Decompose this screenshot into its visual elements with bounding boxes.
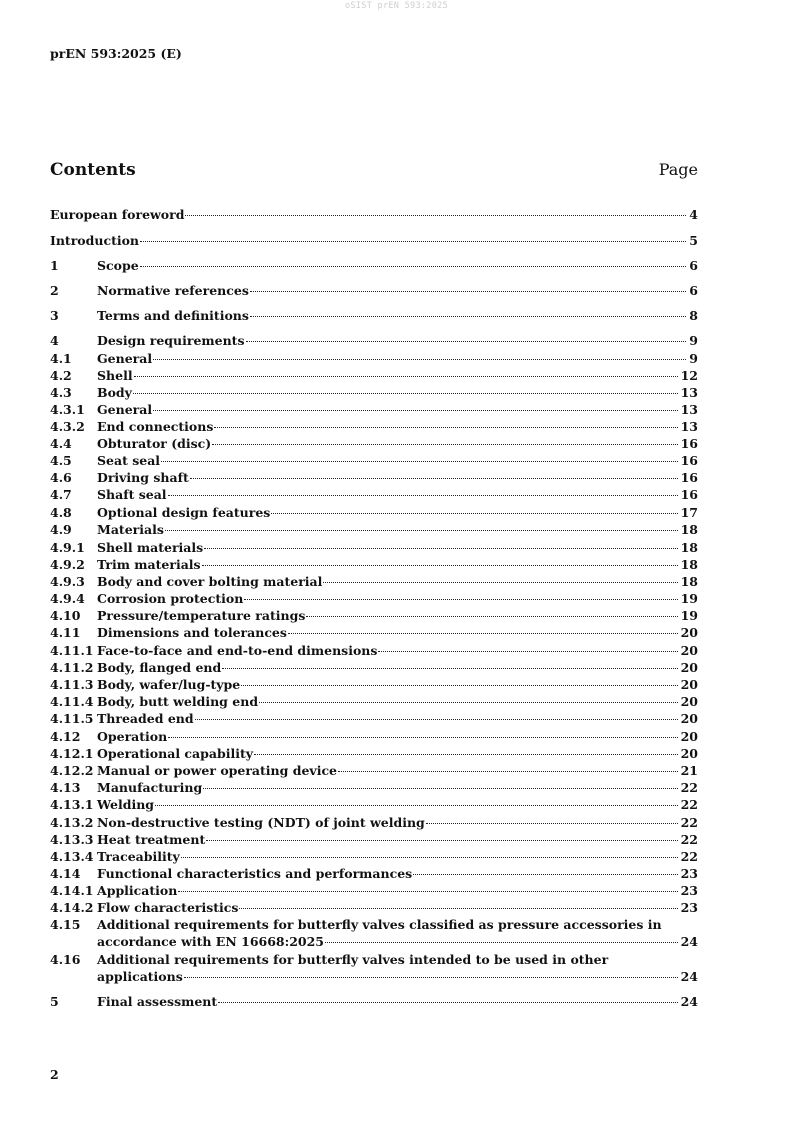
toc-page: 23: [680, 866, 698, 881]
toc-entry[interactable]: [50, 232, 698, 249]
toc-entry[interactable]: [50, 435, 698, 452]
toc-page: 23: [680, 883, 698, 898]
dot-leader: [134, 375, 678, 377]
toc-title: Shell materials: [97, 540, 204, 555]
toc-title: Shaft seal: [97, 487, 167, 502]
dot-leader: [185, 214, 686, 216]
toc-page: 20: [680, 643, 698, 658]
dot-leader: [204, 547, 677, 549]
toc-number: 4.6: [50, 470, 72, 485]
toc-page: 19: [680, 591, 698, 606]
toc-entry[interactable]: [50, 848, 698, 865]
toc-number: 1: [50, 258, 59, 273]
toc-title: Welding: [97, 797, 155, 812]
toc-title: Final assessment: [97, 994, 218, 1009]
contents-title: Contents: [50, 160, 136, 180]
toc-entry[interactable]: [50, 796, 698, 813]
dot-leader: [153, 409, 677, 411]
toc-page: 18: [680, 540, 698, 555]
toc-entry[interactable]: [50, 865, 698, 882]
dot-leader: [203, 787, 677, 789]
toc-title: Body: [97, 385, 132, 400]
toc-page: 16: [680, 453, 698, 468]
toc-title: End connections: [97, 419, 214, 434]
toc-page: 24: [680, 994, 698, 1009]
toc-entry[interactable]: [50, 332, 698, 349]
dot-leader: [168, 494, 678, 496]
toc-title: Additional requirements for butterfly valves classified as pressure accessories in: [97, 917, 662, 932]
toc-entry[interactable]: [50, 993, 698, 1010]
toc-title: Body, butt welding end: [97, 694, 259, 709]
toc-number: 4.8: [50, 505, 72, 520]
toc-entry[interactable]: [50, 916, 698, 950]
toc-number: 4.2: [50, 368, 72, 383]
dot-leader: [212, 443, 677, 445]
toc-number: 4.14.1: [50, 883, 94, 898]
toc-entry[interactable]: [50, 899, 698, 916]
toc-page: 9: [689, 333, 698, 348]
toc-title: European foreword: [50, 207, 185, 222]
toc-number: 4.9: [50, 522, 72, 537]
toc-page: 5: [689, 233, 698, 248]
toc-page: 20: [680, 625, 698, 640]
toc-page: 20: [680, 677, 698, 692]
dot-leader: [426, 822, 678, 824]
toc-number: 4.3.2: [50, 419, 85, 434]
toc-entry[interactable]: [50, 693, 698, 710]
toc-entry[interactable]: [50, 307, 698, 324]
toc-title: Body, flanged end: [97, 660, 222, 675]
toc-page: 23: [680, 900, 698, 915]
toc-page: 20: [680, 729, 698, 744]
toc-entry[interactable]: [50, 350, 698, 367]
toc-page: 13: [680, 419, 698, 434]
toc-title: Body and cover bolting material: [97, 574, 323, 589]
dot-leader: [190, 477, 678, 479]
toc-page: 18: [680, 522, 698, 537]
toc-number: 4.10: [50, 608, 81, 623]
toc-title: Introduction: [50, 233, 140, 248]
dot-leader: [323, 581, 677, 583]
dot-leader: [239, 907, 677, 909]
toc-title: Corrosion protection: [97, 591, 244, 606]
dot-leader: [184, 976, 678, 978]
toc-entry[interactable]: [50, 607, 698, 624]
toc-title: Threaded end: [97, 711, 194, 726]
toc-title: Manufacturing: [97, 780, 203, 795]
toc-entry[interactable]: [50, 401, 698, 418]
toc-page: 21: [680, 763, 698, 778]
toc-title: Non-destructive testing (NDT) of joint welding: [97, 815, 425, 830]
toc-page: 22: [680, 832, 698, 847]
dot-leader: [288, 632, 678, 634]
dot-leader: [161, 460, 678, 462]
toc-page: 24: [680, 934, 698, 949]
toc-page: 13: [680, 402, 698, 417]
dot-leader: [133, 392, 678, 394]
toc-number: 4.15: [50, 917, 81, 932]
toc-entry[interactable]: [50, 728, 698, 745]
toc-number: 4.13.4: [50, 849, 94, 864]
toc-number: 4.9.2: [50, 557, 85, 572]
toc-entry[interactable]: [50, 452, 698, 469]
toc-entry[interactable]: [50, 521, 698, 538]
toc-number: 4.12.1: [50, 746, 94, 761]
dot-leader: [244, 598, 677, 600]
dot-leader: [250, 290, 686, 292]
toc-page: 20: [680, 694, 698, 709]
toc-number: 4.9.1: [50, 540, 85, 555]
dot-leader: [195, 718, 678, 720]
toc-page: 20: [680, 711, 698, 726]
dot-leader: [214, 426, 677, 428]
toc-title: General: [97, 351, 153, 366]
toc-number: 4.9.4: [50, 591, 85, 606]
toc-title: Pressure/temperature ratings: [97, 608, 306, 623]
toc-page: 20: [680, 660, 698, 675]
toc-page: 16: [680, 436, 698, 451]
dot-leader: [306, 615, 677, 617]
toc-title: Application: [97, 883, 178, 898]
toc-entry[interactable]: [50, 282, 698, 299]
dot-leader: [168, 736, 677, 738]
toc-number: 3: [50, 308, 59, 323]
toc-title: Normative references: [97, 283, 249, 298]
toc-entry[interactable]: [50, 659, 698, 676]
toc-title: Traceability: [97, 849, 180, 864]
toc-title: Shell: [97, 368, 133, 383]
dot-leader: [155, 804, 678, 806]
dot-leader: [202, 564, 678, 566]
toc-entry[interactable]: [50, 590, 698, 607]
dot-leader: [222, 667, 677, 669]
toc-number: 4.11.4: [50, 694, 94, 709]
toc-entry[interactable]: [50, 418, 698, 435]
dot-leader: [325, 941, 678, 943]
toc-number: 4.11.5: [50, 711, 94, 726]
dot-leader: [378, 650, 677, 652]
toc-title: General: [97, 402, 153, 417]
toc-number: 2: [50, 283, 59, 298]
toc-entry[interactable]: [50, 642, 698, 659]
toc-page: 22: [680, 849, 698, 864]
dot-leader: [271, 512, 677, 514]
dot-leader: [259, 701, 678, 703]
toc-number: 4: [50, 333, 59, 348]
toc-page: 9: [689, 351, 698, 366]
toc-number: 4.3.1: [50, 402, 85, 417]
toc-number: 4.13.2: [50, 815, 94, 830]
toc-page: 20: [680, 746, 698, 761]
toc-title: Design requirements: [97, 333, 245, 348]
toc-number: 4.14: [50, 866, 81, 881]
toc-entry[interactable]: [50, 831, 698, 848]
toc-title: Obturator (disc): [97, 436, 212, 451]
toc-page: 6: [689, 258, 698, 273]
toc-entry[interactable]: [50, 469, 698, 486]
dot-leader: [140, 240, 686, 242]
toc-title: Face-to-face and end-to-end dimensions: [97, 643, 378, 658]
toc-entry[interactable]: [50, 710, 698, 727]
toc-number: 4.13: [50, 780, 81, 795]
toc-entry[interactable]: [50, 539, 698, 556]
toc-title: Heat treatment: [97, 832, 206, 847]
toc-title: Manual or power operating device: [97, 763, 338, 778]
toc-page: 18: [680, 574, 698, 589]
toc-title: Operation: [97, 729, 168, 744]
toc-entry[interactable]: [50, 257, 698, 274]
dot-leader: [153, 358, 686, 360]
dot-leader: [165, 529, 678, 531]
toc-page: 18: [680, 557, 698, 572]
toc-page: 8: [689, 308, 698, 323]
toc-entry[interactable]: [50, 367, 698, 384]
toc-page: 6: [689, 283, 698, 298]
toc-entry[interactable]: [50, 676, 698, 693]
toc-number: 4.13.3: [50, 832, 94, 847]
toc-title: Operational capability: [97, 746, 253, 761]
dot-leader: [181, 856, 678, 858]
toc-entry[interactable]: [50, 762, 698, 779]
toc-entry[interactable]: [50, 206, 698, 223]
toc-number: 4.9.3: [50, 574, 85, 589]
toc-page: 22: [680, 797, 698, 812]
toc-page: 17: [680, 505, 698, 520]
toc-title: Scope: [97, 258, 139, 273]
toc-entry[interactable]: [50, 779, 698, 796]
toc-title-continued: accordance with EN 16668:2025: [97, 934, 325, 949]
toc-page: 19: [680, 608, 698, 623]
toc-title-continued: applications: [97, 969, 183, 984]
toc-entry[interactable]: [50, 384, 698, 401]
toc-page: 4: [689, 207, 698, 222]
toc-title: Optional design features: [97, 505, 271, 520]
toc-number: 4.12.2: [50, 763, 94, 778]
dot-leader: [413, 873, 677, 875]
toc-title: Body, wafer/lug-type: [97, 677, 241, 692]
toc-title: Trim materials: [97, 557, 201, 572]
toc-page: 22: [680, 815, 698, 830]
dot-leader: [218, 1001, 677, 1003]
toc-page: 16: [680, 487, 698, 502]
toc-number: 4.7: [50, 487, 72, 502]
toc-entry[interactable]: [50, 951, 698, 985]
document-id: prEN 593:2025 (E): [50, 46, 182, 61]
dot-leader: [241, 684, 677, 686]
page-column-label: Page: [658, 160, 698, 179]
toc-title: Seat seal: [97, 453, 161, 468]
dot-leader: [246, 340, 687, 342]
toc-entry[interactable]: [50, 486, 698, 503]
toc-number: 5: [50, 994, 59, 1009]
toc-number: 4.11.3: [50, 677, 94, 692]
toc-title: Driving shaft: [97, 470, 189, 485]
toc-entry[interactable]: [50, 814, 698, 831]
dot-leader: [338, 770, 678, 772]
toc-entry[interactable]: [50, 624, 698, 641]
toc-title: Additional requirements for butterfly valves intended to be used in other: [97, 952, 609, 967]
watermark: oSIST prEN 593:2025: [345, 1, 448, 11]
toc-number: 4.4: [50, 436, 72, 451]
toc-page: 13: [680, 385, 698, 400]
dot-leader: [254, 753, 678, 755]
toc-entry[interactable]: [50, 745, 698, 762]
dot-leader: [206, 839, 677, 841]
toc-number: 4.5: [50, 453, 72, 468]
dot-leader: [178, 890, 677, 892]
dot-leader: [140, 265, 687, 267]
toc-title: Terms and definitions: [97, 308, 249, 323]
toc-number: 4.3: [50, 385, 72, 400]
toc-title: Dimensions and tolerances: [97, 625, 287, 640]
toc-page: 24: [680, 969, 698, 984]
toc-page: 22: [680, 780, 698, 795]
toc-number: 4.14.2: [50, 900, 94, 915]
toc-number: 4.11: [50, 625, 81, 640]
page-number: 2: [50, 1067, 59, 1082]
toc-page: 16: [680, 470, 698, 485]
dot-leader: [250, 315, 686, 317]
toc-title: Flow characteristics: [97, 900, 239, 915]
toc-number: 4.13.1: [50, 797, 94, 812]
toc-number: 4.12: [50, 729, 81, 744]
toc-number: 4.16: [50, 952, 81, 967]
toc-title: Materials: [97, 522, 164, 537]
toc-number: 4.11.2: [50, 660, 94, 675]
toc-entry[interactable]: [50, 504, 698, 521]
toc-entry[interactable]: [50, 556, 698, 573]
toc-entry[interactable]: [50, 882, 698, 899]
toc-title: Functional characteristics and performances: [97, 866, 413, 881]
contents-heading: [50, 160, 698, 180]
toc-entry[interactable]: [50, 573, 698, 590]
toc-number: 4.1: [50, 351, 72, 366]
toc-page: 12: [680, 368, 698, 383]
toc-number: 4.11.1: [50, 643, 94, 658]
